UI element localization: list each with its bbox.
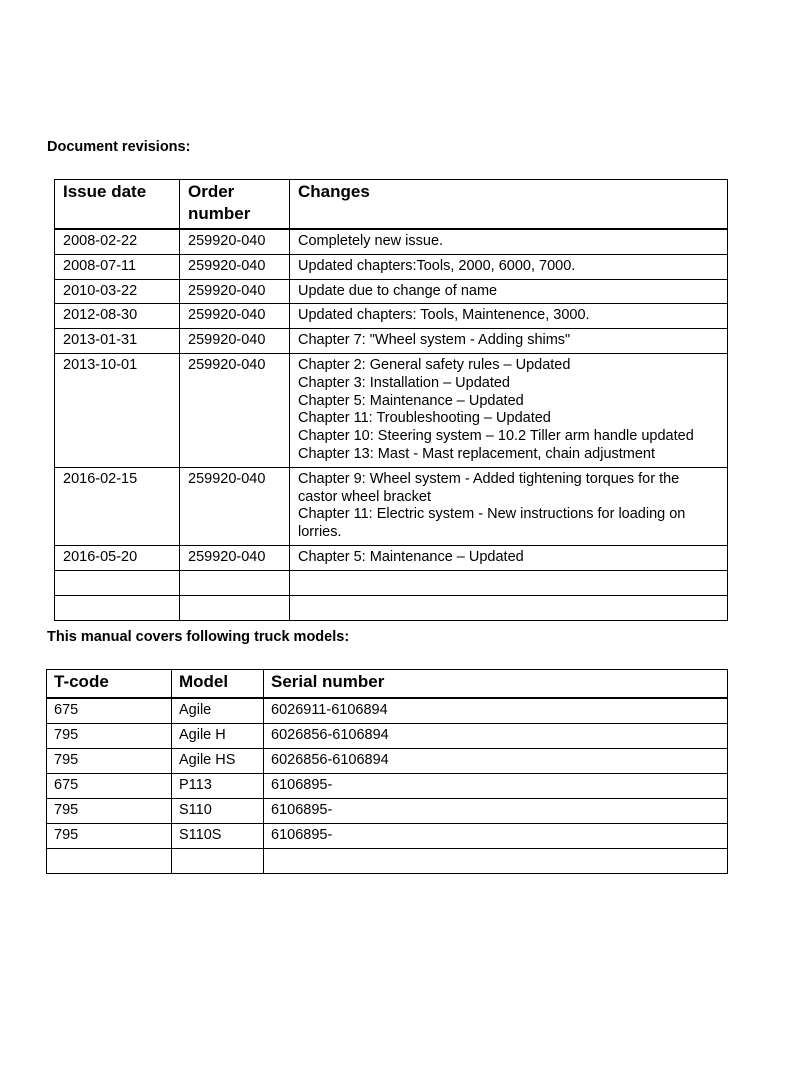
revision-order-number: 259920-040: [180, 329, 290, 354]
revision-issue-date: 2013-01-31: [55, 329, 180, 354]
revision-changes: [290, 545, 728, 570]
model-name: Agile: [172, 698, 264, 724]
revision-issue-date: 2008-07-11: [55, 254, 180, 279]
revision-order-number: 259920-040: [180, 279, 290, 304]
revision-changes: [290, 229, 728, 254]
revision-row: [55, 545, 728, 570]
revision-change-line: Update due to change of name: [298, 282, 498, 299]
model-row: [47, 749, 728, 774]
model-name: P113: [172, 774, 264, 799]
truck-models-heading: This manual covers following truck models:: [47, 629, 350, 645]
model-row: [47, 824, 728, 849]
header-changes: Changes: [290, 180, 728, 230]
model-row: [47, 724, 728, 749]
empty-cell: [180, 570, 290, 595]
revision-row: [55, 353, 728, 467]
revision-issue-date: 2008-02-22: [55, 229, 180, 254]
empty-cell: [290, 570, 728, 595]
model-name: S110S: [172, 824, 264, 849]
revision-row: [55, 467, 728, 545]
model-t-code: 795: [47, 749, 172, 774]
model-t-code: 675: [47, 774, 172, 799]
empty-cell: [264, 849, 728, 874]
models-header-row: [47, 670, 728, 699]
revision-change-line: Chapter 2: General safety rules – Updated: [298, 356, 571, 373]
header-serial-number: Serial number: [264, 670, 728, 699]
revision-changes: [290, 467, 728, 545]
header-model: Model: [172, 670, 264, 699]
header-t-code: T-code: [47, 670, 172, 699]
empty-cell: [55, 570, 180, 595]
revision-issue-date: 2013-10-01: [55, 353, 180, 467]
model-serial-number: 6106895-: [264, 799, 728, 824]
revision-change-line: Chapter 7: "Wheel system - Adding shims": [298, 332, 571, 349]
revision-changes: [290, 329, 728, 354]
revision-changes: [290, 279, 728, 304]
revision-order-number: 259920-040: [180, 467, 290, 545]
revision-change-line: Chapter 9: Wheel system - Added tightening torques for the: [298, 470, 680, 487]
models-body: [47, 698, 728, 874]
revision-changes: [290, 353, 728, 467]
revision-change-line: Updated chapters:Tools, 2000, 6000, 7000.: [298, 257, 576, 274]
empty-cell: [47, 849, 172, 874]
revisions-table: [54, 179, 728, 621]
revision-issue-date: 2012-08-30: [55, 304, 180, 329]
model-t-code: 795: [47, 799, 172, 824]
truck-models-table: [46, 669, 728, 874]
revision-change-line: Chapter 11: Electric system - New instructions for loading on: [298, 506, 686, 523]
revision-change-line: Completely new issue.: [298, 233, 444, 249]
revision-row-empty: [55, 570, 728, 595]
revision-changes: [290, 254, 728, 279]
header-order-number: Order number: [180, 180, 290, 230]
revisions-header-row: [55, 180, 728, 230]
revision-change-line: Chapter 11: Troubleshooting – Updated: [298, 410, 551, 427]
model-serial-number: 6026856-6106894: [264, 724, 728, 749]
revision-change-line: Chapter 13: Mast - Mast replacement, chain adjustment: [298, 445, 656, 462]
revision-change-line: Chapter 3: Installation – Updated: [298, 374, 510, 391]
revision-order-number: 259920-040: [180, 229, 290, 254]
revision-row-empty: [55, 595, 728, 620]
model-t-code: 795: [47, 824, 172, 849]
model-serial-number: 6106895-: [264, 824, 728, 849]
revision-change-line: Chapter 5: Maintenance – Updated: [298, 392, 524, 409]
revision-change-line: castor wheel bracket: [298, 488, 431, 505]
revision-issue-date: 2010-03-22: [55, 279, 180, 304]
revision-change-line: Chapter 5: Maintenance – Updated: [298, 548, 524, 565]
model-row: [47, 799, 728, 824]
model-row: [47, 698, 728, 724]
model-name: S110: [172, 799, 264, 824]
model-serial-number: 6026911-6106894: [264, 698, 728, 724]
revision-order-number: 259920-040: [180, 304, 290, 329]
revision-order-number: 259920-040: [180, 545, 290, 570]
model-row-empty: [47, 849, 728, 874]
revision-order-number: 259920-040: [180, 353, 290, 467]
revision-change-line: Chapter 10: Steering system – 10.2 Tiller arm handle updated: [298, 428, 694, 445]
revision-issue-date: 2016-05-20: [55, 545, 180, 570]
revision-row: [55, 279, 728, 304]
empty-cell: [172, 849, 264, 874]
model-t-code: 675: [47, 698, 172, 724]
model-serial-number: 6106895-: [264, 774, 728, 799]
model-t-code: 795: [47, 724, 172, 749]
revision-row: [55, 229, 728, 254]
revision-row: [55, 329, 728, 354]
revision-change-line: Updated chapters: Tools, Maintenence, 3000.: [298, 307, 590, 324]
revision-row: [55, 304, 728, 329]
empty-cell: [180, 595, 290, 620]
revision-issue-date: 2016-02-15: [55, 467, 180, 545]
empty-cell: [55, 595, 180, 620]
model-serial-number: 6026856-6106894: [264, 749, 728, 774]
revision-changes: [290, 304, 728, 329]
model-name: Agile H: [172, 724, 264, 749]
header-issue-date: Issue date: [55, 180, 180, 230]
model-row: [47, 774, 728, 799]
revision-order-number: 259920-040: [180, 254, 290, 279]
model-name: Agile HS: [172, 749, 264, 774]
revisions-body: [55, 229, 728, 620]
document-revisions-heading: Document revisions:: [47, 139, 191, 155]
revision-change-line: lorries.: [298, 524, 342, 541]
revision-row: [55, 254, 728, 279]
empty-cell: [290, 595, 728, 620]
